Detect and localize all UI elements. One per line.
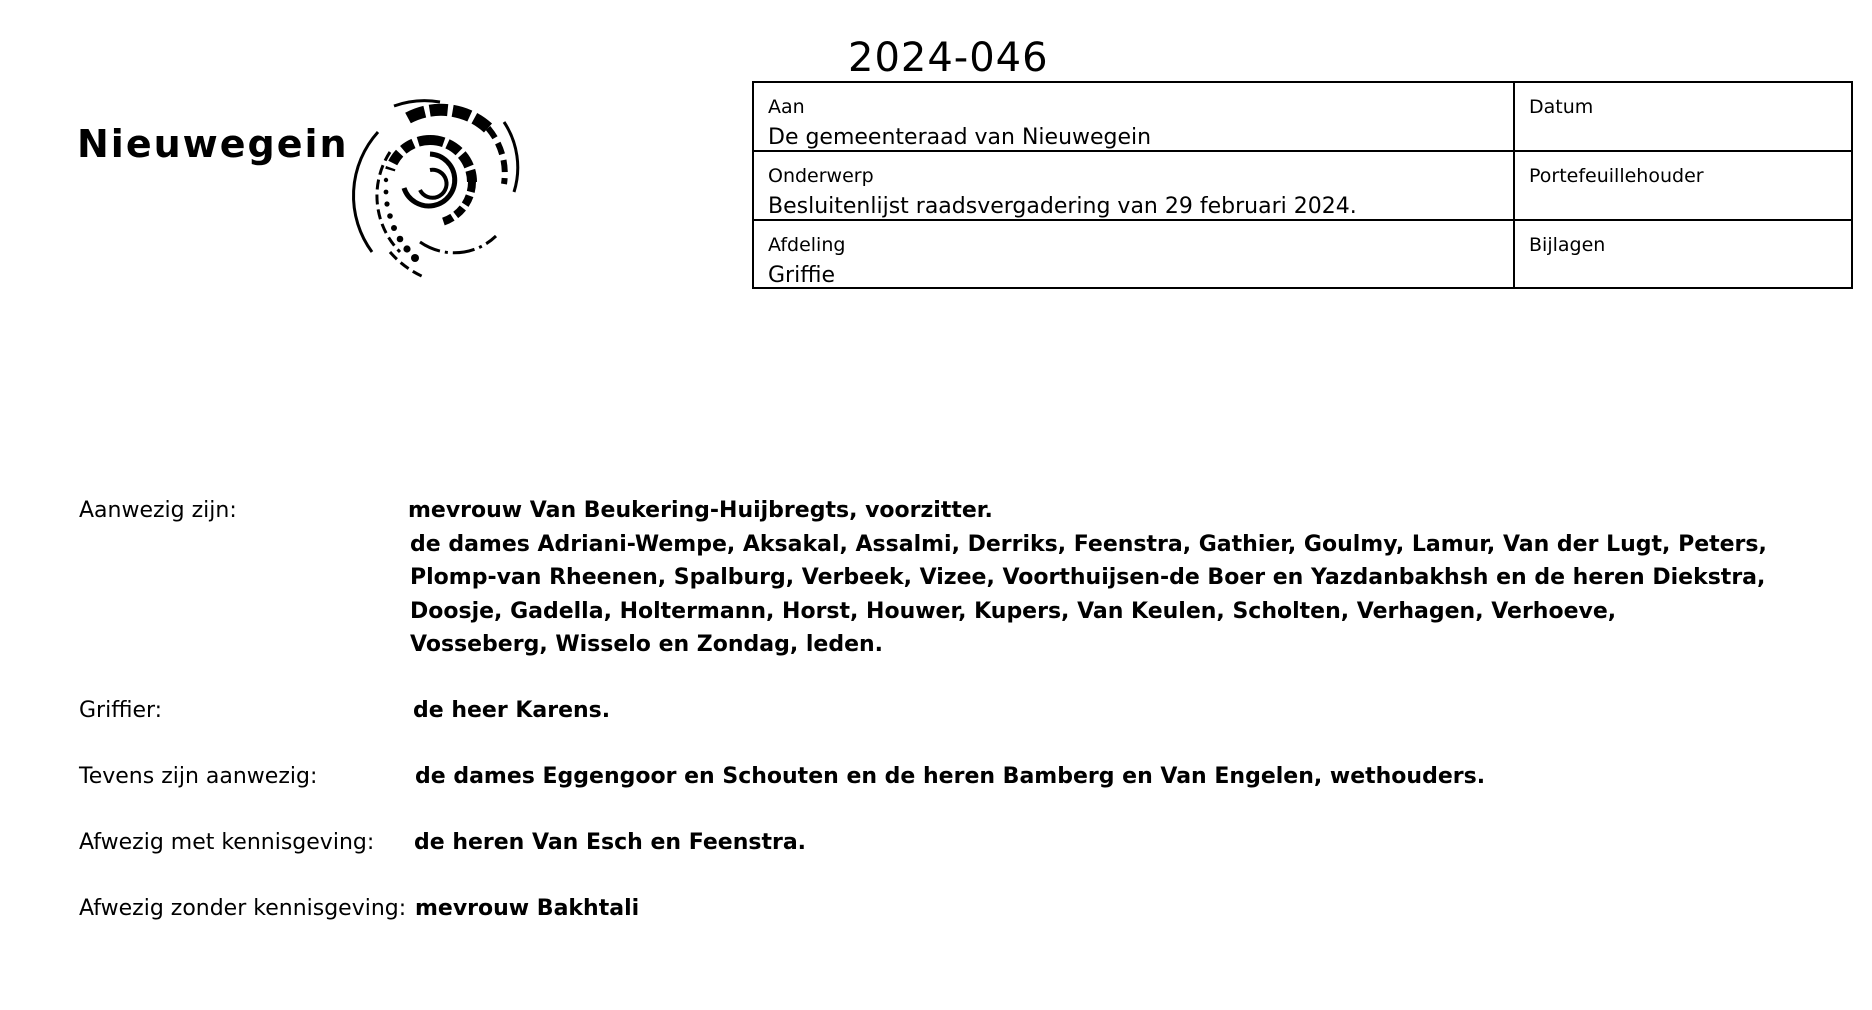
aanwezig-line: Vosseberg, Wisselo en Zondag, leden. [410,632,884,657]
document-number: 2024-046 [848,35,1049,81]
aanwezig-line: Doosje, Gadella, Holtermann, Horst, Houwer, Kupers, Van Keulen, Scholten, Verhagen, Verhoeve, [410,598,1617,624]
afwezig-zonder-label: Afwezig zonder kennisgeving: [79,896,407,921]
tevens-label: Tevens zijn aanwezig: [79,764,318,789]
logo-wordmark: Nieuwegein [77,122,349,166]
afdeling-value: Griffie [768,263,836,288]
onderwerp-label: Onderwerp [768,165,874,187]
aan-label: Aan [768,96,805,118]
aanwezig-line: mevrouw Van Beukering-Huijbregts, voorzitter. [408,498,993,523]
griffier-value: de heer Karens. [413,698,611,723]
bijlagen-label: Bijlagen [1529,234,1606,256]
aanwezig-label: Aanwezig zijn: [79,498,237,523]
tevens-value: de dames Eggengoor en Schouten en de heren Bamberg en Van Engelen, wethouders. [415,764,1486,789]
griffier-label: Griffier: [79,698,163,723]
afdeling-label: Afdeling [768,234,846,256]
aanwezig-line: de dames Adriani-Wempe, Aksakal, Assalmi, Derriks, Feenstra, Gathier, Goulmy, Lamur, Van der Lugt, Peters, [410,531,1767,557]
aanwezig-value [410,494,1767,662]
afwezig-zonder-value: mevrouw Bakhtali [415,896,640,921]
afwezig-met-label: Afwezig met kennisgeving: [79,830,375,855]
aanwezig-line: Plomp-van Rheenen, Spalburg, Verbeek, Vizee, Voorthuijsen-de Boer en Yazdanbakhsh en de heren Diekstra, [410,565,1766,590]
afwezig-met-value: de heren Van Esch en Feenstra. [414,830,807,855]
datum-label: Datum [1529,96,1594,118]
portefeuillehouder-label: Portefeuillehouder [1529,165,1704,187]
aan-value: De gemeenteraad van Nieuwegein [768,125,1152,150]
onderwerp-value: Besluitenlijst raadsvergadering van 29 februari 2024. [768,194,1357,219]
